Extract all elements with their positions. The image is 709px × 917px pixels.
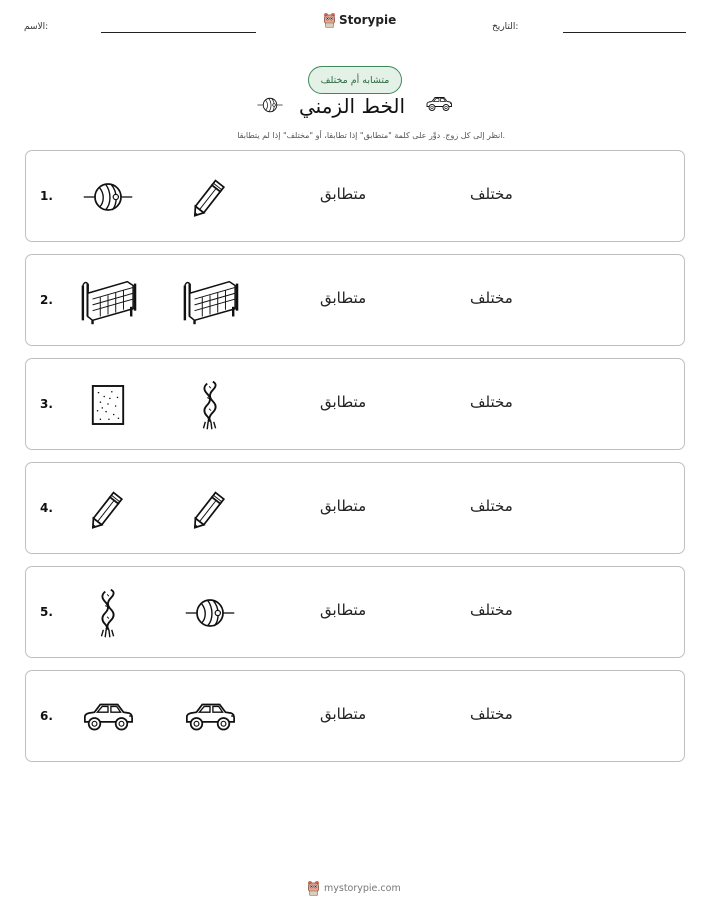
picture-left (79, 585, 137, 641)
name-label: الاسم: (24, 22, 49, 32)
row-number: 6. (40, 709, 53, 723)
ball-icon (82, 179, 134, 215)
footer-url: mystorypie.com (324, 882, 401, 894)
row-number: 5. (40, 605, 53, 619)
braid-icon (94, 586, 122, 640)
different-option[interactable]: مختلف (470, 185, 513, 203)
brand-name: Storypie (339, 13, 397, 27)
footer (307, 880, 401, 896)
same-option[interactable]: متطابق (320, 497, 367, 515)
ball-icon (184, 595, 236, 631)
different-option[interactable]: مختلف (470, 289, 513, 307)
car-icon (81, 700, 135, 734)
exercise-row (25, 150, 685, 242)
same-option[interactable]: متطابق (320, 601, 367, 619)
worksheet-topic-badge: متشابه أم مختلف (308, 66, 402, 94)
date-label: التاريخ: (492, 22, 519, 32)
exercise-row (25, 358, 685, 450)
different-option[interactable]: مختلف (470, 601, 513, 619)
car-icon (425, 95, 453, 113)
different-option[interactable]: مختلف (470, 393, 513, 411)
bed-icon (181, 277, 239, 325)
picture-right (181, 585, 239, 641)
sponge-icon (89, 383, 127, 427)
storypie-mascot-icon (323, 12, 336, 28)
bed-icon (79, 277, 137, 325)
pencil-icon (186, 485, 234, 533)
picture-left (79, 169, 137, 225)
row-number: 1. (40, 189, 53, 203)
instruction-text: انظر إلى كل زوج. دوِّر على كلمة "متطابق" إذا تطابقا، أو "مختلف" إذا لم يتطابقا. (237, 131, 505, 140)
pencil-icon (84, 485, 132, 533)
same-option[interactable]: متطابق (320, 393, 367, 411)
different-option[interactable]: مختلف (470, 705, 513, 723)
brand-logo (323, 12, 396, 28)
exercise-row (25, 670, 685, 762)
picture-left (79, 481, 137, 537)
picture-right (181, 377, 239, 433)
exercise-row (25, 566, 685, 658)
same-option[interactable]: متطابق (320, 705, 367, 723)
pencil-icon (186, 173, 234, 221)
page-title: الخط الزمني (299, 94, 406, 118)
picture-right (181, 689, 239, 745)
picture-right (181, 169, 239, 225)
row-number: 3. (40, 397, 53, 411)
picture-left (79, 377, 137, 433)
picture-right (181, 273, 239, 329)
exercise-row (25, 462, 685, 554)
storypie-mascot-icon (307, 880, 320, 896)
picture-left (79, 689, 137, 745)
row-number: 4. (40, 501, 53, 515)
same-option[interactable]: متطابق (320, 289, 367, 307)
row-number: 2. (40, 293, 53, 307)
same-option[interactable]: متطابق (320, 185, 367, 203)
picture-left (79, 273, 137, 329)
exercise-row (25, 254, 685, 346)
name-line[interactable] (101, 32, 256, 33)
different-option[interactable]: مختلف (470, 497, 513, 515)
braid-icon (196, 378, 224, 432)
picture-right (181, 481, 239, 537)
car-icon (183, 700, 237, 734)
date-line[interactable] (563, 32, 686, 33)
